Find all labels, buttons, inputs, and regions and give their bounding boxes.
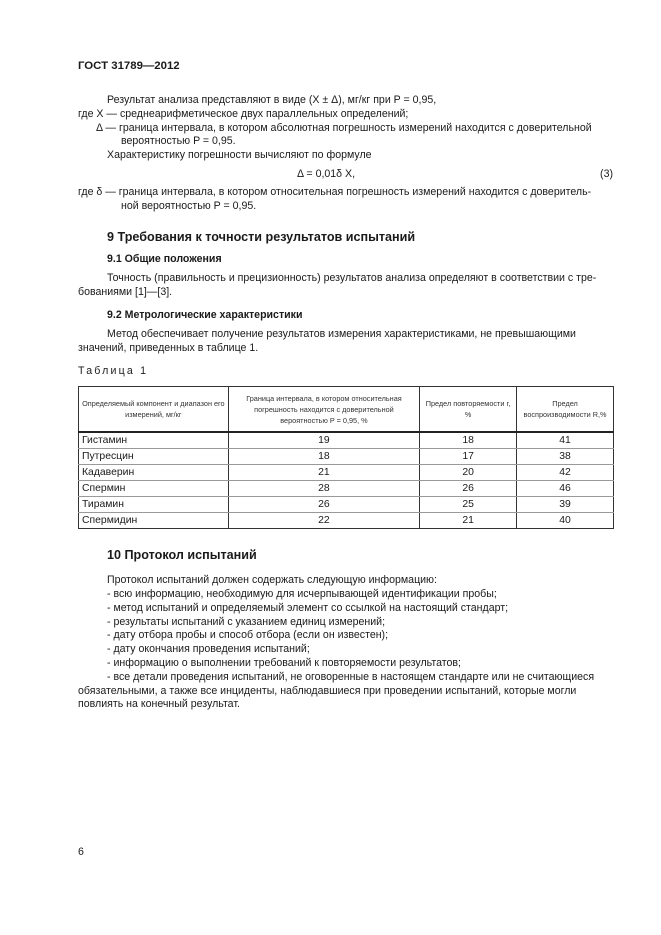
section-10-intro: Протокол испытаний должен содержать следующую информацию:: [107, 574, 437, 586]
reproducibility-value: 41: [517, 432, 614, 449]
delta-small-definition-line1: где δ — граница интервала, в котором относительная погрешность измерений находится с доверитель-: [78, 186, 592, 198]
result-format-text: Результат анализа представляют в виде (X ± Δ), мг/кг при P = 0,95,: [107, 94, 437, 106]
component-name: Тирамин: [79, 497, 229, 513]
subsection-9-2-title: 9.2 Метрологические характеристики: [107, 309, 303, 321]
subsection-9-1-text-line1: Точность (правильность и прецизионность) результатов анализа определяют в соответствии с тре-: [107, 272, 597, 284]
table-caption: Таблица 1: [78, 365, 149, 377]
component-name: Кадаверин: [79, 465, 229, 481]
subsection-9-2-text-line1: Метод обеспечивает получение результатов измерения характеристиками, не превышающими: [107, 328, 576, 340]
subsection-9-1-title: 9.1 Общие положения: [107, 253, 222, 265]
component-name: Гистамин: [79, 432, 229, 449]
list-item: - информацию о выполнении требований к повторяемости результатов;: [107, 657, 461, 669]
list-item-last-line2: обязательными, а также все инциденты, наблюдавшиеся при проведении испытаний, которые могли: [78, 685, 577, 697]
reproducibility-value: 46: [517, 481, 614, 497]
list-item: - всю информацию, необходимую для исчерпывающей идентификации пробы;: [107, 588, 497, 600]
reproducibility-value: 39: [517, 497, 614, 513]
list-item: - результаты испытаний с указанием единиц измерений;: [107, 616, 386, 628]
header-repeatability: Предел повторяемости r, %: [420, 387, 517, 433]
list-item-last-line3: повлиять на конечный результат.: [78, 698, 240, 710]
repeatability-value: 26: [420, 481, 517, 497]
error-limit-value: 21: [228, 465, 420, 481]
repeatability-value: 25: [420, 497, 517, 513]
x-definition: где X — среднеарифметическое двух параллельных определений;: [78, 108, 409, 120]
component-name: Спермин: [79, 481, 229, 497]
document-code: ГОСТ 31789—2012: [78, 60, 180, 72]
repeatability-value: 21: [420, 513, 517, 529]
table-header-row: [79, 387, 614, 433]
subsection-9-2-text-line2: значений, приведенных в таблице 1.: [78, 342, 259, 354]
error-limit-value: 26: [228, 497, 420, 513]
delta-definition-line2: вероятностью P = 0,95.: [121, 135, 236, 147]
formula-number: (3): [600, 168, 613, 180]
metrology-table: [78, 386, 614, 529]
header-component: Определяемый компонент и диапазон его измерений, мг/кг: [79, 387, 229, 433]
component-name: Путресцин: [79, 449, 229, 465]
header-error-limit: Граница интервала, в котором относительная погрешность находится с доверительной вероятностью P = 0,95, %: [228, 387, 420, 433]
component-name: Спермидин: [79, 513, 229, 529]
table-row: [79, 481, 614, 497]
reproducibility-value: 42: [517, 465, 614, 481]
page-number: 6: [78, 846, 84, 858]
list-item-last-line1: - все детали проведения испытаний, не оговоренные в настоящем стандарте или не считающиеся: [107, 671, 595, 683]
subsection-9-1-text-line2: бованиями [1]—[3].: [78, 286, 173, 298]
header-reproducibility: Предел воспроизводимости R,%: [517, 387, 614, 433]
table-row: [79, 513, 614, 529]
list-item: - дату окончания проведения испытаний;: [107, 643, 310, 655]
table-row: [79, 497, 614, 513]
repeatability-value: 20: [420, 465, 517, 481]
repeatability-value: 18: [420, 432, 517, 449]
characteristic-text: Характеристику погрешности вычисляют по формуле: [107, 149, 372, 161]
section-10-title: 10 Протокол испытаний: [107, 548, 257, 562]
delta-small-definition-line2: ной вероятностью P = 0,95.: [121, 200, 257, 212]
repeatability-value: 17: [420, 449, 517, 465]
reproducibility-value: 38: [517, 449, 614, 465]
list-item: - дату отбора пробы и способ отбора (если он известен);: [107, 629, 389, 641]
reproducibility-value: 40: [517, 513, 614, 529]
error-limit-value: 28: [228, 481, 420, 497]
error-limit-value: 22: [228, 513, 420, 529]
section-9-title: 9 Требования к точности результатов испытаний: [107, 230, 416, 244]
error-limit-value: 19: [228, 432, 420, 449]
list-item: - метод испытаний и определяемый элемент со ссылкой на настоящий стандарт;: [107, 602, 509, 614]
table-row: [79, 465, 614, 481]
error-limit-value: 18: [228, 449, 420, 465]
formula: Δ = 0,01δ X,: [297, 168, 356, 180]
table-row: [79, 449, 614, 465]
delta-definition-line1: Δ — граница интервала, в котором абсолютная погрешность измерений находится с доверительной: [96, 122, 592, 134]
table-row: [79, 432, 614, 449]
